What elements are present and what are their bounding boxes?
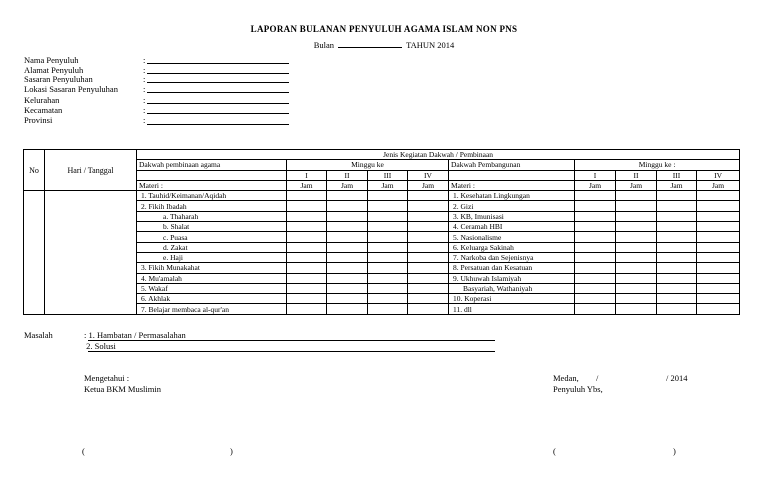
right-hours-cell[interactable] [657, 232, 697, 242]
right-hours-cell[interactable] [616, 252, 657, 262]
right-item-label: 8. Persatuan dan Kesatuan [449, 263, 575, 273]
bulan-label: Bulan [313, 40, 334, 50]
left-hours-cell[interactable] [408, 222, 449, 232]
week-label-right: II [616, 170, 657, 180]
left-hours-cell[interactable] [287, 201, 327, 211]
right-hours-cell[interactable] [697, 294, 740, 304]
activity-table [23, 149, 740, 315]
left-hours-cell[interactable] [368, 263, 408, 273]
no-cell[interactable] [24, 191, 45, 315]
left-item-label: 6. Akhlak [137, 294, 287, 304]
left-hours-cell[interactable] [287, 283, 327, 293]
right-hours-cell[interactable] [575, 304, 616, 314]
unit-label: Jam [408, 180, 449, 190]
left-hours-cell[interactable] [368, 232, 408, 242]
right-hours-cell[interactable] [657, 242, 697, 252]
unit-label: Jam [327, 180, 368, 190]
right-hours-cell[interactable] [575, 252, 616, 262]
right-item-label: 4. Ceramah HBI [449, 222, 575, 232]
left-hours-cell[interactable] [408, 252, 449, 262]
field-colon: : [143, 55, 146, 65]
right-sign-open-paren: ( [553, 446, 556, 456]
left-sign-close-paren: ) [230, 446, 233, 456]
left-hours-cell[interactable] [368, 222, 408, 232]
right-hours-cell[interactable] [657, 201, 697, 211]
right-hours-cell[interactable] [575, 201, 616, 211]
right-hours-cell[interactable] [657, 304, 697, 314]
right-hours-cell[interactable] [657, 211, 697, 221]
masalah-line-1[interactable] [88, 340, 495, 341]
tahun-label: TAHUN 2014 [406, 40, 455, 50]
field-line-lokasi[interactable] [147, 92, 289, 93]
left-hours-cell[interactable] [408, 242, 449, 252]
left-hours-cell[interactable] [287, 242, 327, 252]
field-label-kelurahan: Kelurahan [24, 95, 60, 105]
penyuluh-label: Penyuluh Ybs, [553, 384, 603, 394]
field-label-sasaran: Sasaran Penyuluhan [24, 74, 93, 84]
week-label-left: IV [408, 170, 449, 180]
left-hours-cell[interactable] [287, 294, 327, 304]
left-hours-cell[interactable] [368, 294, 408, 304]
left-item-label: 7. Belajar membaca al-qur'an [137, 304, 287, 314]
left-hours-cell[interactable] [327, 294, 368, 304]
masalah-label: Masalah [24, 330, 53, 340]
right-hours-cell[interactable] [697, 222, 740, 232]
right-hours-cell[interactable] [575, 232, 616, 242]
left-hours-cell[interactable] [287, 273, 327, 283]
right-hours-cell[interactable] [575, 273, 616, 283]
right-hours-cell[interactable] [575, 242, 616, 252]
masalah-item-2-text: 2. Solusi [86, 341, 116, 351]
left-item-label: a. Thaharah [137, 211, 287, 221]
right-hours-cell[interactable] [575, 222, 616, 232]
date-slash: / [596, 373, 599, 383]
left-blank-cell [137, 170, 287, 180]
right-blank-cell [449, 170, 575, 180]
left-hours-cell[interactable] [287, 263, 327, 273]
field-label-nama: Nama Penyuluh [24, 55, 79, 65]
right-sign-close-paren: ) [673, 446, 676, 456]
week-header-right: Minggu ke : [575, 160, 740, 170]
right-hours-cell[interactable] [575, 294, 616, 304]
left-hours-cell[interactable] [368, 201, 408, 211]
right-hours-cell[interactable] [697, 252, 740, 262]
left-item-label: b. Shalat [137, 222, 287, 232]
left-item-label: d. Zakat [137, 242, 287, 252]
left-hours-cell[interactable] [408, 273, 449, 283]
field-colon: : [143, 105, 146, 115]
left-hours-cell[interactable] [327, 201, 368, 211]
date-year: / 2014 [666, 373, 688, 383]
left-hours-cell[interactable] [327, 283, 368, 293]
right-hours-cell[interactable] [657, 294, 697, 304]
right-hours-cell[interactable] [616, 242, 657, 252]
left-item-label: c. Puasa [137, 232, 287, 242]
left-hours-cell[interactable] [408, 304, 449, 314]
col-header-no: No [24, 150, 45, 191]
masalah-line-2[interactable] [88, 351, 495, 352]
right-item-label: 7. Narkoba dan Sejenisnya [449, 252, 575, 262]
left-section-header: Dakwah pembinaan agama [137, 160, 287, 170]
left-item-label: e. Haji [137, 252, 287, 262]
right-hours-cell[interactable] [697, 283, 740, 293]
week-label-right: III [657, 170, 697, 180]
week-label-left: III [368, 170, 408, 180]
field-colon: : [143, 95, 146, 105]
left-hours-cell[interactable] [327, 304, 368, 314]
field-line-sasaran[interactable] [147, 82, 289, 83]
week-label-right: I [575, 170, 616, 180]
right-hours-cell[interactable] [575, 283, 616, 293]
left-hours-cell[interactable] [408, 201, 449, 211]
left-hours-cell[interactable] [327, 222, 368, 232]
left-hours-cell[interactable] [287, 222, 327, 232]
field-colon: : [143, 84, 146, 94]
week-header-left: Minggu ke [287, 160, 449, 170]
unit-label: Jam [368, 180, 408, 190]
left-item-label: 5. Wakaf [137, 283, 287, 293]
left-hours-cell[interactable] [287, 232, 327, 242]
left-hours-cell[interactable] [327, 211, 368, 221]
left-hours-cell[interactable] [368, 273, 408, 283]
left-hours-cell[interactable] [287, 191, 327, 201]
right-item-label: 9. Ukhuwah Islamiyah [449, 273, 575, 283]
field-line-nama[interactable] [147, 63, 289, 64]
left-hours-cell[interactable] [408, 283, 449, 293]
left-hours-cell[interactable] [368, 211, 408, 221]
bulan-blank-line [338, 40, 402, 48]
field-colon: : [143, 74, 146, 84]
week-label-left: II [327, 170, 368, 180]
field-line-alamat[interactable] [147, 73, 289, 74]
right-hours-cell[interactable] [616, 201, 657, 211]
right-item-label: 10. Koperasi [449, 294, 575, 304]
left-hours-cell[interactable] [408, 191, 449, 201]
right-item-label: Basyariah, Wathaniyah [449, 283, 575, 293]
right-item-label: 1. Kesehatan Lingkungan [449, 191, 575, 201]
right-hours-cell[interactable] [657, 283, 697, 293]
ketua-label: Ketua BKM Muslimin [84, 384, 161, 394]
left-sign-open-paren: ( [82, 446, 85, 456]
left-hours-cell[interactable] [327, 263, 368, 273]
right-hours-cell[interactable] [616, 191, 657, 201]
field-line-kelurahan[interactable] [147, 103, 289, 104]
mengetahui-label: Mengetahui : [84, 373, 130, 383]
right-hours-cell[interactable] [616, 304, 657, 314]
field-label-lokasi: Lokasi Sasaran Penyuluhan [24, 84, 118, 94]
left-item-label: 3. Fikih Munakahat [137, 263, 287, 273]
right-hours-cell[interactable] [697, 191, 740, 201]
left-hours-cell[interactable] [368, 191, 408, 201]
right-hours-cell[interactable] [697, 211, 740, 221]
left-hours-cell[interactable] [368, 304, 408, 314]
field-label-provinsi: Provinsi [24, 115, 53, 125]
right-hours-cell[interactable] [657, 273, 697, 283]
right-item-label: 2. Gizi [449, 201, 575, 211]
date-cell[interactable] [45, 191, 137, 315]
right-hours-cell[interactable] [616, 283, 657, 293]
right-hours-cell[interactable] [616, 211, 657, 221]
left-hours-cell[interactable] [327, 252, 368, 262]
report-title: LAPORAN BULANAN PENYULUH AGAMA ISLAM NON PNS [250, 24, 518, 34]
right-hours-cell[interactable] [697, 201, 740, 211]
right-item-label: 6. Keluarga Sakinah [449, 242, 575, 252]
right-hours-cell[interactable] [697, 304, 740, 314]
left-hours-cell[interactable] [408, 294, 449, 304]
right-hours-cell[interactable] [616, 232, 657, 242]
right-hours-cell[interactable] [616, 263, 657, 273]
right-hours-cell[interactable] [616, 273, 657, 283]
left-item-label: 1. Tauhid/Keimanan/Aqidah [137, 191, 287, 201]
right-section-header: Dakwah Pembangunan [449, 160, 575, 170]
unit-label: Jam [575, 180, 616, 190]
left-item-label: 2. Fikih Ibadah [137, 201, 287, 211]
right-hours-cell[interactable] [657, 191, 697, 201]
right-item-label: 5. Nasionalisme [449, 232, 575, 242]
left-hours-cell[interactable] [327, 191, 368, 201]
right-hours-cell[interactable] [575, 263, 616, 273]
left-hours-cell[interactable] [408, 211, 449, 221]
unit-label: Jam [616, 180, 657, 190]
materi-label-left: Materi : [137, 180, 287, 190]
right-hours-cell[interactable] [575, 211, 616, 221]
right-hours-cell[interactable] [657, 252, 697, 262]
place-label: Medan, [553, 373, 579, 383]
week-label-right: IV [697, 170, 740, 180]
group-header: Jenis Kegiatan Dakwah / Pembinaan [137, 150, 740, 160]
right-hours-cell[interactable] [657, 222, 697, 232]
left-hours-cell[interactable] [327, 242, 368, 252]
unit-label: Jam [697, 180, 740, 190]
masalah-item-1: : 1. Hambatan / Permasalahan [84, 330, 186, 340]
right-hours-cell[interactable] [616, 222, 657, 232]
left-hours-cell[interactable] [408, 263, 449, 273]
right-hours-cell[interactable] [616, 294, 657, 304]
left-hours-cell[interactable] [287, 211, 327, 221]
right-hours-cell[interactable] [697, 273, 740, 283]
left-hours-cell[interactable] [287, 304, 327, 314]
right-hours-cell[interactable] [697, 242, 740, 252]
unit-label: Jam [657, 180, 697, 190]
unit-label: Jam [287, 180, 327, 190]
field-line-kecamatan[interactable] [147, 113, 289, 114]
left-hours-cell[interactable] [368, 283, 408, 293]
right-hours-cell[interactable] [657, 263, 697, 273]
left-item-label: 4. Mu'amalah [137, 273, 287, 283]
right-item-label: 11. dll [449, 304, 575, 314]
right-item-label: 3. KB, Imunisasi [449, 211, 575, 221]
left-hours-cell[interactable] [287, 252, 327, 262]
left-hours-cell[interactable] [327, 232, 368, 242]
materi-label-right: Materi : [449, 180, 575, 190]
right-hours-cell[interactable] [575, 191, 616, 201]
table-row [24, 191, 740, 201]
right-hours-cell[interactable] [697, 232, 740, 242]
left-hours-cell[interactable] [368, 242, 408, 252]
left-hours-cell[interactable] [408, 232, 449, 242]
left-hours-cell[interactable] [368, 252, 408, 262]
field-colon: : [143, 65, 146, 75]
col-header-date: Hari / Tanggal [45, 150, 137, 191]
week-label-left: I [287, 170, 327, 180]
field-colon: : [143, 115, 146, 125]
right-hours-cell[interactable] [697, 263, 740, 273]
field-label-kecamatan: Kecamatan [24, 105, 63, 115]
field-line-provinsi[interactable] [147, 124, 289, 125]
field-label-alamat: Alamat Penyuluh [24, 65, 84, 75]
report-subtitle [0, 40, 768, 50]
masalah-item-2 [84, 342, 116, 351]
left-hours-cell[interactable] [327, 273, 368, 283]
